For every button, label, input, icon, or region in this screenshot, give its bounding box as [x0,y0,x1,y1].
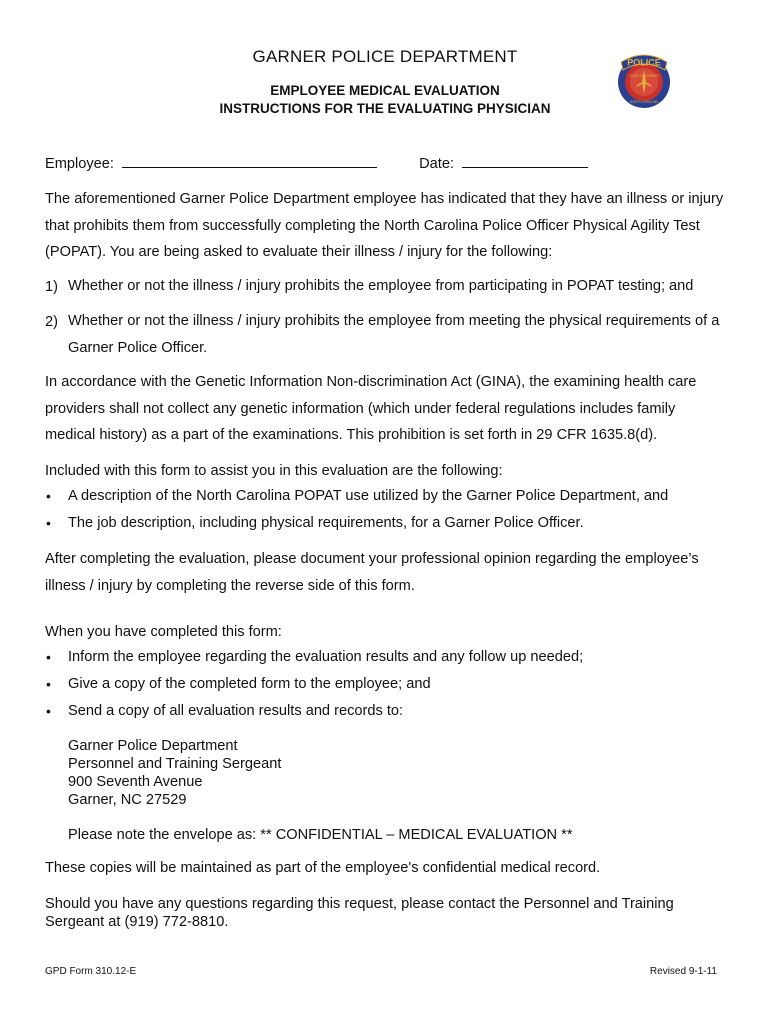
intro-paragraph: The aforementioned Garner Police Department employee has indicated that they have an illness or injury that prohibits them from successfully completing the North Carolina Police Officer Physical Agility Test (POPAT). You are being asked to evaluate their illness / injury for the following: [45,191,724,261]
department-title: GARNER POLICE DEPARTMENT [252,47,518,66]
when-intro: When you have completed this form: [45,624,282,640]
date-label: Date: [419,156,455,172]
address-line-3: 900 Seventh Avenue [68,774,203,790]
numbered-item-1-number: 1) [45,279,58,295]
employee-date-row [45,153,735,173]
questions-paragraph: Should you have any questions regarding this request, please contact the Personnel and Training Sergeant at (919) 772-8810. [45,896,674,930]
included-intro: Included with this form to assist you in this evaluation are the following: [45,463,503,479]
address-line-4: Garner, NC 27529 [68,792,187,808]
form-id: GPD Form 310.12-E [45,966,137,977]
seal-text-ring: TOWN OF GARNER [629,74,659,78]
seal-text-state: NORTH CAROLINA [629,100,659,104]
included-item-1: A description of the North Carolina POPAT use utilized by the Garner Police Department, and [68,488,669,504]
when-item-1: Inform the employee regarding the evaluation results and any follow up needed; [68,649,584,665]
employee-field[interactable] [122,153,377,168]
bullet-icon: • [46,676,51,692]
date-field[interactable] [462,153,588,168]
numbered-item-2-number: 2) [45,314,58,330]
bullet-icon: • [46,515,51,531]
when-item-3: Send a copy of all evaluation results and records to: [68,703,404,719]
bullet-icon: • [46,649,51,665]
address-line-2: Personnel and Training Sergeant [68,756,282,772]
bullet-icon: • [46,488,51,504]
form-subtitle-2: INSTRUCTIONS FOR THE EVALUATING PHYSICIAN [219,101,551,116]
included-item-2: The job description, including physical requirements, for a Garner Police Officer. [68,515,584,531]
employee-label: Employee: [45,156,114,172]
numbered-item-2-text: Whether or not the illness / injury prohibits the employee from meeting the physical requirements of a Garner Police Officer. [68,313,720,356]
revised-date: Revised 9-1-11 [649,966,717,977]
after-paragraph: After completing the evaluation, please document your professional opinion regarding the employee’s illness / injury by completing the reverse side of this form. [45,551,699,594]
when-item-2: Give a copy of the completed form to the employee; and [68,676,431,692]
numbered-item-1-text: Whether or not the illness / injury prohibits the employee from participating in POPAT testing; and [68,278,694,294]
envelope-note: Please note the envelope as: ** CONFIDENTIAL – MEDICAL EVALUATION ** [68,827,573,843]
form-subtitle-1: EMPLOYEE MEDICAL EVALUATION [270,83,500,98]
maintained-paragraph: These copies will be maintained as part of the employee's confidential medical record. [45,860,601,876]
police-seal-logo [615,46,673,110]
bullet-icon: • [46,703,51,719]
seal-text-top: POLICE [627,57,661,68]
address-line-1: Garner Police Department [68,738,238,754]
gina-paragraph: In accordance with the Genetic Information Non-discrimination Act (GINA), the examining health care providers shall not collect any genetic information (which under federal regulations includes family medical history) as a part of the examinations. This prohibition is set forth in 29 CFR 1635.8(d). [45,374,697,444]
